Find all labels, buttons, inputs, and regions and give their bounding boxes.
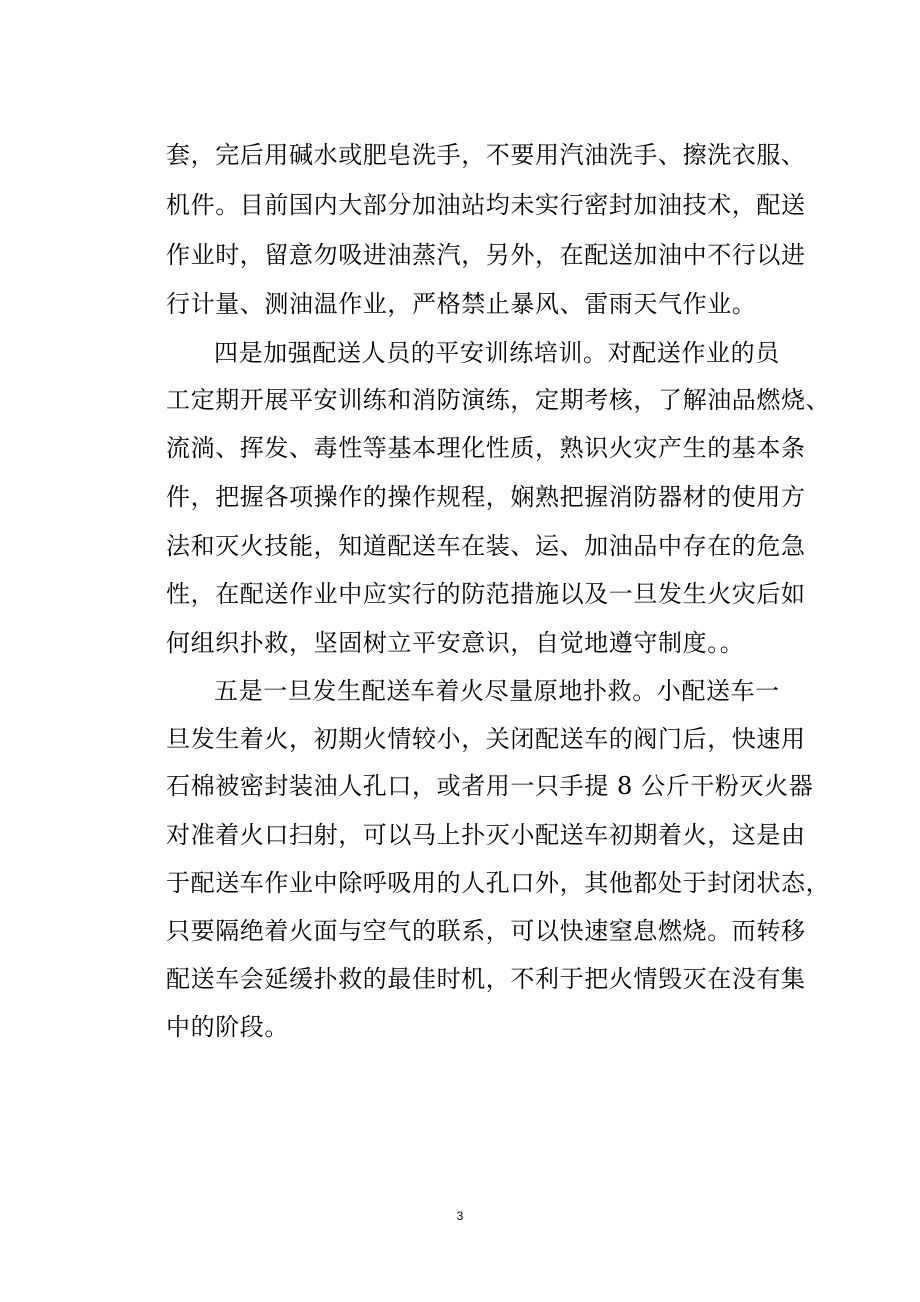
paragraph-3-line-6: 只要隔绝着火面与空气的联系，可以快速窒息燃烧。而转移	[166, 917, 806, 945]
paragraph-1-line-1: 套，完后用碱水或肥皂洗手，不要用汽油洗手、擦洗衣服、	[166, 141, 806, 169]
paragraph-2-line-3: 流淌、挥发、毒性等基本理化性质，熟识火灾产生的基本条	[166, 434, 806, 462]
paragraph-3-line-7: 配送车会延缓扑救的最佳时机，不利于把火情毁灭在没有集	[166, 965, 806, 993]
paragraph-2-line-1: 四是加强配送人员的平安训练培训。对配送作业的员	[214, 339, 780, 367]
paragraph-3-line-2: 旦发生着火，初期火情较小，关闭配送车的阀门后，快速用	[166, 725, 806, 753]
paragraph-2-line-6: 性，在配送作业中应实行的防范措施以及一旦发生火灾后如	[166, 580, 806, 608]
paragraph-1-line-2: 机件。目前国内大部分加油站均未实行密封加油技术，配送	[166, 191, 806, 219]
paragraph-1-line-4: 行计量、测油温作业，严格禁止暴风、雷雨天气作业。	[166, 290, 757, 318]
paragraph-2-line-4: 件，把握各项操作的操作规程，娴熟把握消防器材的使用方	[166, 483, 806, 511]
page-number: 3	[456, 1209, 464, 1223]
paragraph-1-line-3: 作业时，留意勿吸进油蒸汽，另外，在配送加油中不行以进	[166, 241, 806, 269]
paragraph-3-line-4: 对准着火口扫射，可以马上扑灭小配送车初期着火，这是由	[166, 821, 806, 849]
paragraph-3-line-8: 中的阶段。	[166, 1013, 289, 1041]
paragraph-2-line-2: 工定期开展平安训练和消防演练，定期考核，了解油品燃烧、	[166, 386, 831, 414]
paragraph-3-line-3: 石棉被密封装油人孔口，或者用一只手提 8 公斤干粉灭火器	[166, 772, 814, 800]
paragraph-3-line-5: 于配送车作业中除呼吸用的人孔口外，其他都处于封闭状态，	[166, 869, 831, 897]
paragraph-2-line-7: 何组织扑救，坚固树立平安意识，自觉地遵守制度。。	[166, 629, 745, 657]
paragraph-2-line-5: 法和灭火技能，知道配送车在装、运、加油品中存在的危急	[166, 532, 806, 560]
paragraph-3-line-1: 五是一旦发生配送车着火尽量原地扑救。小配送车一	[214, 677, 780, 705]
